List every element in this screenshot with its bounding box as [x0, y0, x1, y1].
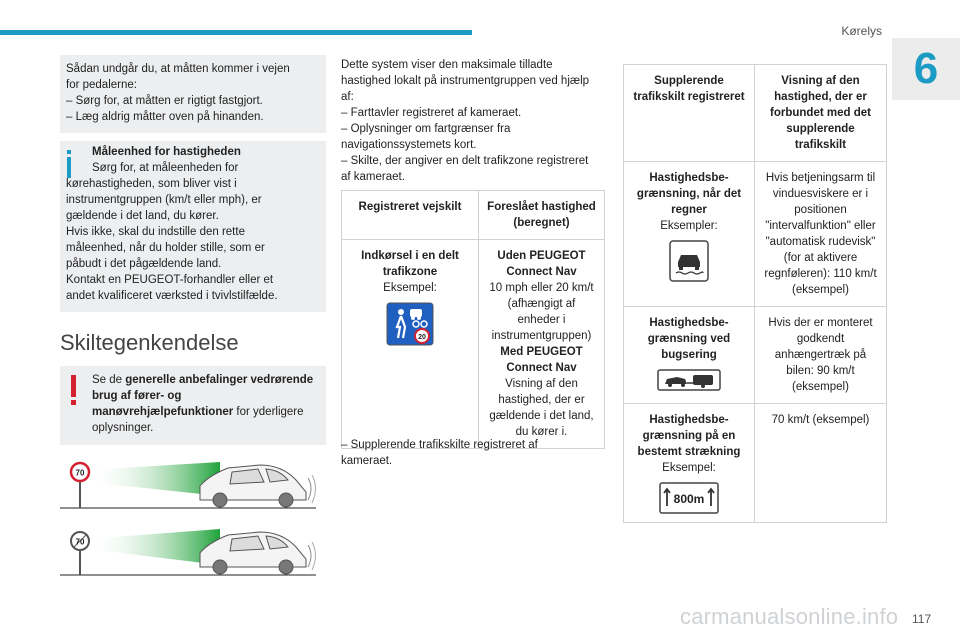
info-line: måleenhed, når du holder stille, som er	[66, 242, 265, 254]
supplementary-signs-table	[623, 64, 887, 523]
text-line: Dette system viser den maksimale tilladte	[341, 59, 553, 71]
mat-line: – Sørg for, at måtten er rigtigt fastgjort.	[66, 95, 263, 107]
info-line: Hvis ikke, skal du indstille den rette	[66, 226, 245, 238]
mat-note-box	[60, 55, 326, 133]
text-line: kameraet.	[341, 455, 393, 467]
cell-bold: Hastighedsbe-grænsning ved bugsering	[647, 317, 731, 361]
mat-line: – Læg aldrig måtter oven på hinanden.	[66, 111, 264, 123]
distance-sign-icon	[659, 482, 719, 514]
info-line: påbudt i det pågældende land.	[66, 258, 222, 270]
info-line: andet kvalificeret værksted i tvivlstilfælde.	[66, 290, 278, 302]
mat-line: for pedalerne:	[66, 79, 137, 91]
distance-value: 800m	[673, 492, 705, 506]
cell-text: 70 km/t (eksempel)	[755, 404, 887, 523]
text-line: hastighed lokalt på instrumentgruppen ved hjælp	[341, 75, 590, 87]
cell-text: Hvis der er monteret godkendt anhængertræk på bilen: 90 km/t (eksempel)	[755, 307, 887, 404]
cell-text: Eksempel:	[662, 462, 716, 474]
cell-bold: Med PEUGEOT Connect Nav	[500, 346, 583, 374]
cell-bold: Indkørsel i en delt trafikzone	[361, 250, 459, 278]
table-header: Foreslået hastighed (beregnet)	[479, 191, 605, 240]
supplementary-intro	[341, 437, 611, 469]
text-line: af kameraet.	[341, 171, 405, 183]
text-line: – Oplysninger om fartgrænser fra	[341, 123, 511, 135]
chapter-number: 6	[892, 38, 960, 100]
header-accent-bar	[0, 30, 472, 35]
table-header: Visning af den hastighed, der er forbundet med det supplerende trafikskilt	[755, 65, 887, 162]
info-title: Måleenhed for hastigheden	[92, 146, 241, 158]
sign-recognition-illustration-1	[60, 448, 318, 512]
shared-zone-sign-icon	[386, 302, 434, 346]
warning-icon	[71, 375, 76, 405]
text-line: – Supplerende trafikskilte registreret af	[341, 439, 538, 451]
text-line: – Farttavler registreret af kameraet.	[341, 107, 522, 119]
info-line: Kontakt en PEUGEOT-forhandler eller et	[66, 274, 274, 286]
cell-bold: Hastighedsbe-grænsning på en bestemt strækning	[637, 414, 741, 458]
towing-sign-icon	[657, 369, 721, 391]
section-label: Kørelys	[841, 24, 882, 38]
info-line: gældende i det land, du kører.	[66, 210, 219, 222]
cell-bold: Uden PEUGEOT Connect Nav	[497, 250, 586, 278]
cell-text: Hvis betjeningsarm til vinduesviskere er i positionen "intervalfunktion" eller "automatisk rudevisk" (for at aktivere regnføleren): 110 km/t (eksempel)	[755, 162, 887, 307]
section-title: Skiltegenkendelse	[60, 330, 239, 355]
text-line: navigationssystemets kort.	[341, 139, 477, 151]
cell-text: Eksempel:	[383, 282, 437, 294]
speed-sign-1: 70	[75, 468, 85, 478]
mat-line: Sådan undgår du, at måtten kommer i vejen	[66, 63, 290, 75]
text-line: af:	[341, 91, 354, 103]
warning-box	[60, 366, 326, 445]
table-row	[624, 404, 887, 523]
cell-bold: Hastighedsbe-grænsning, når det regner	[636, 172, 742, 216]
table-row	[342, 240, 605, 449]
shared-zone-table	[341, 190, 605, 449]
info-line: Sørg for, at måleenheden for	[92, 162, 239, 174]
info-line: instrumentgruppen (km/t eller mph), er	[66, 194, 262, 206]
system-description	[341, 57, 611, 185]
table-header: Supplerende trafikskilt registreret	[624, 65, 755, 162]
info-icon	[67, 150, 71, 178]
page-number: 117	[912, 612, 932, 626]
table-header: Registreret vejskilt	[342, 191, 479, 240]
table-row	[624, 307, 887, 404]
warning-post: for yderligere oplysninger.	[92, 406, 304, 434]
info-box	[60, 141, 326, 312]
cell-text: Visning af den hastighed, der er gældende i det land, du kører i.	[489, 378, 594, 438]
warning-pre: Se de	[92, 374, 126, 386]
warning-bold: generelle anbefalinger vedrørende brug af fører- og manøvrehjælpefunktioner	[92, 374, 314, 418]
info-line: kørehastigheden, som bliver vist i	[66, 178, 237, 190]
table-row	[624, 162, 887, 307]
watermark-logo: carmanualsonline.info	[680, 604, 899, 629]
text-line: – Skilte, der angiver en delt trafikzone registreret	[341, 155, 589, 167]
sign-recognition-illustration-2	[60, 515, 318, 579]
rain-sign-icon	[669, 240, 709, 282]
cell-text: 10 mph eller 20 km/t (afhængigt af enheder i instrumentgruppen)	[489, 282, 594, 342]
cell-text: Eksempler:	[660, 220, 718, 232]
speed-sign-2: 70	[75, 537, 85, 547]
zone-speed-value: 20	[418, 334, 426, 341]
